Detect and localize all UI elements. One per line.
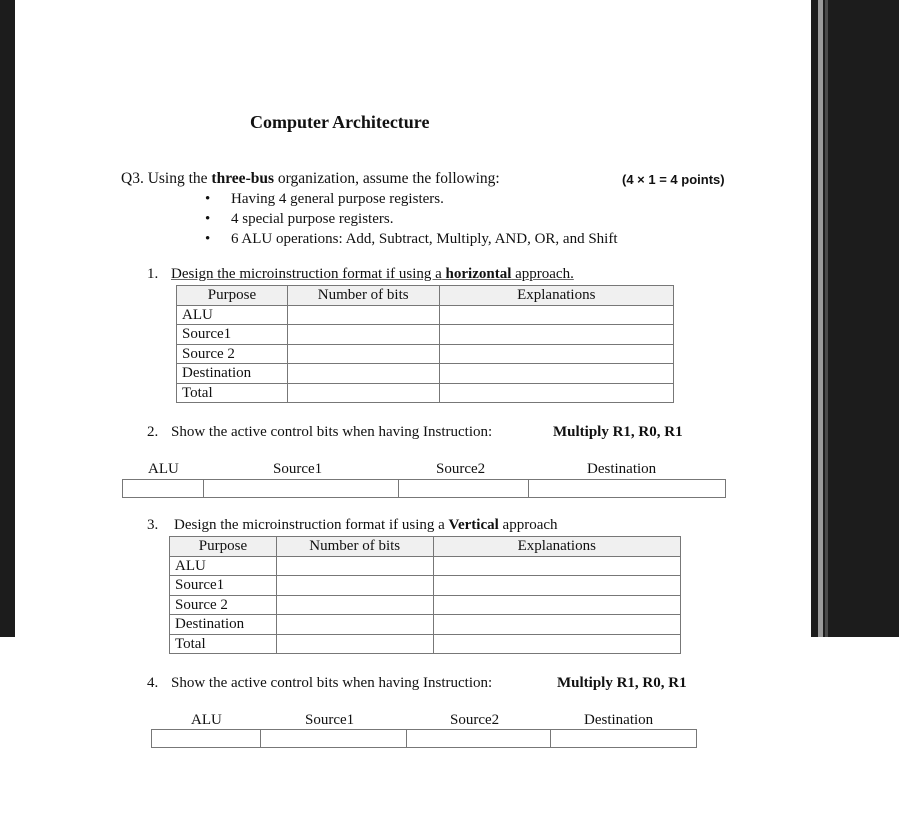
table-row [170,556,681,576]
table-row [170,615,681,635]
explanation-cell[interactable] [433,595,680,615]
right-border-stripe-inner [825,0,828,637]
part2-heading [147,424,492,441]
part3-prefix: Design the microinstruction format if using a [174,517,449,533]
column-header: Purpose [177,286,288,306]
explanation-cell[interactable] [433,576,680,596]
bits-cell[interactable] [287,344,439,364]
bits-cell[interactable] [287,364,439,384]
control-label-source1: Source1 [273,461,323,477]
purpose-cell: ALU [177,305,288,325]
source2-bits-cell[interactable] [406,730,551,748]
control-label-source2: Source2 [450,712,500,728]
purpose-cell: Source1 [170,576,277,596]
bits-cell[interactable] [287,383,439,403]
table-row [152,730,697,748]
explanation-cell[interactable] [439,383,673,403]
alu-bits-cell[interactable] [123,480,204,498]
part2-text: Show the active control bits when having Instruction: [171,424,493,440]
explanation-cell[interactable] [439,364,673,384]
question-statement [121,170,500,188]
horizontal-format-table [176,285,674,403]
part2-number: 2. [147,424,159,440]
destination-bits-cell[interactable] [529,480,726,498]
question-prefix: Q3. Using the [121,170,212,187]
table-row [123,480,726,498]
explanation-cell[interactable] [439,305,673,325]
control-bits-table-1 [122,479,726,498]
bits-cell[interactable] [276,576,433,596]
part3-text [171,517,558,533]
bits-cell[interactable] [276,556,433,576]
alu-bits-cell[interactable] [152,730,261,748]
control-label-destination: Destination [584,712,654,728]
part4-heading [147,675,492,692]
column-header: Number of bits [276,537,433,557]
purpose-cell: Destination [170,615,277,635]
part3-suffix: approach [498,517,558,533]
source2-bits-cell[interactable] [398,480,529,498]
table-header-row [177,286,674,306]
bits-cell[interactable] [276,634,433,654]
table-row [177,344,674,364]
table-row [177,383,674,403]
purpose-cell: Total [177,383,288,403]
bits-cell[interactable] [276,615,433,635]
left-dark-border [0,0,15,637]
purpose-cell: Destination [177,364,288,384]
table-header-row [170,537,681,557]
column-header: Purpose [170,537,277,557]
purpose-cell: Source1 [177,325,288,345]
points-label: (4 × 1 = 4 points) [622,172,725,187]
part3-number: 3. [147,517,159,533]
column-header: Number of bits [287,286,439,306]
assumption-list [205,189,618,249]
right-dark-border [811,0,899,637]
explanation-cell[interactable] [433,634,680,654]
bits-cell[interactable] [276,595,433,615]
control-label-source1: Source1 [305,712,355,728]
question-suffix: organization, assume the following: [274,170,500,187]
purpose-cell: ALU [170,556,277,576]
control-label-destination: Destination [587,461,657,477]
part1-text [171,266,574,282]
table-row [170,595,681,615]
table-row [170,576,681,596]
bits-cell[interactable] [287,325,439,345]
part1-prefix: Design the microinstruction format if using a [171,266,446,282]
part1-heading [147,266,574,283]
explanation-cell[interactable] [439,344,673,364]
table-row [170,634,681,654]
control-label-alu: ALU [148,461,179,477]
table-row [177,364,674,384]
column-header: Explanations [439,286,673,306]
page-title: Computer Architecture [250,112,430,132]
source1-bits-cell[interactable] [203,480,398,498]
part3-bold: Vertical [448,517,499,533]
table-row [177,305,674,325]
vertical-format-table [169,536,681,654]
control-bits-table-2 [151,729,697,748]
assumption-item: • 4 special purpose registers. [205,209,618,229]
assumption-item: • 6 ALU operations: Add, Subtract, Multiply, AND, OR, and Shift [205,229,618,249]
purpose-cell: Source 2 [170,595,277,615]
column-header: Explanations [433,537,680,557]
question-bold-term: three-bus [211,170,274,187]
control-label-alu: ALU [191,712,222,728]
part1-number: 1. [147,266,159,282]
purpose-cell: Total [170,634,277,654]
assumption-item: • Having 4 general purpose registers. [205,189,618,209]
explanation-cell[interactable] [433,556,680,576]
part4-instruction: Multiply R1, R0, R1 [557,675,687,691]
part1-suffix: approach. [511,266,574,282]
part3-heading [147,517,558,534]
part4-number: 4. [147,675,159,691]
destination-bits-cell[interactable] [551,730,697,748]
explanation-cell[interactable] [439,325,673,345]
control-label-source2: Source2 [436,461,486,477]
purpose-cell: Source 2 [177,344,288,364]
explanation-cell[interactable] [433,615,680,635]
bits-cell[interactable] [287,305,439,325]
part1-bold: horizontal [445,266,512,282]
right-border-stripe [818,0,823,637]
table-row [177,325,674,345]
part2-instruction: Multiply R1, R0, R1 [553,424,683,440]
source1-bits-cell[interactable] [260,730,406,748]
part4-text: Show the active control bits when having Instruction: [171,675,493,691]
